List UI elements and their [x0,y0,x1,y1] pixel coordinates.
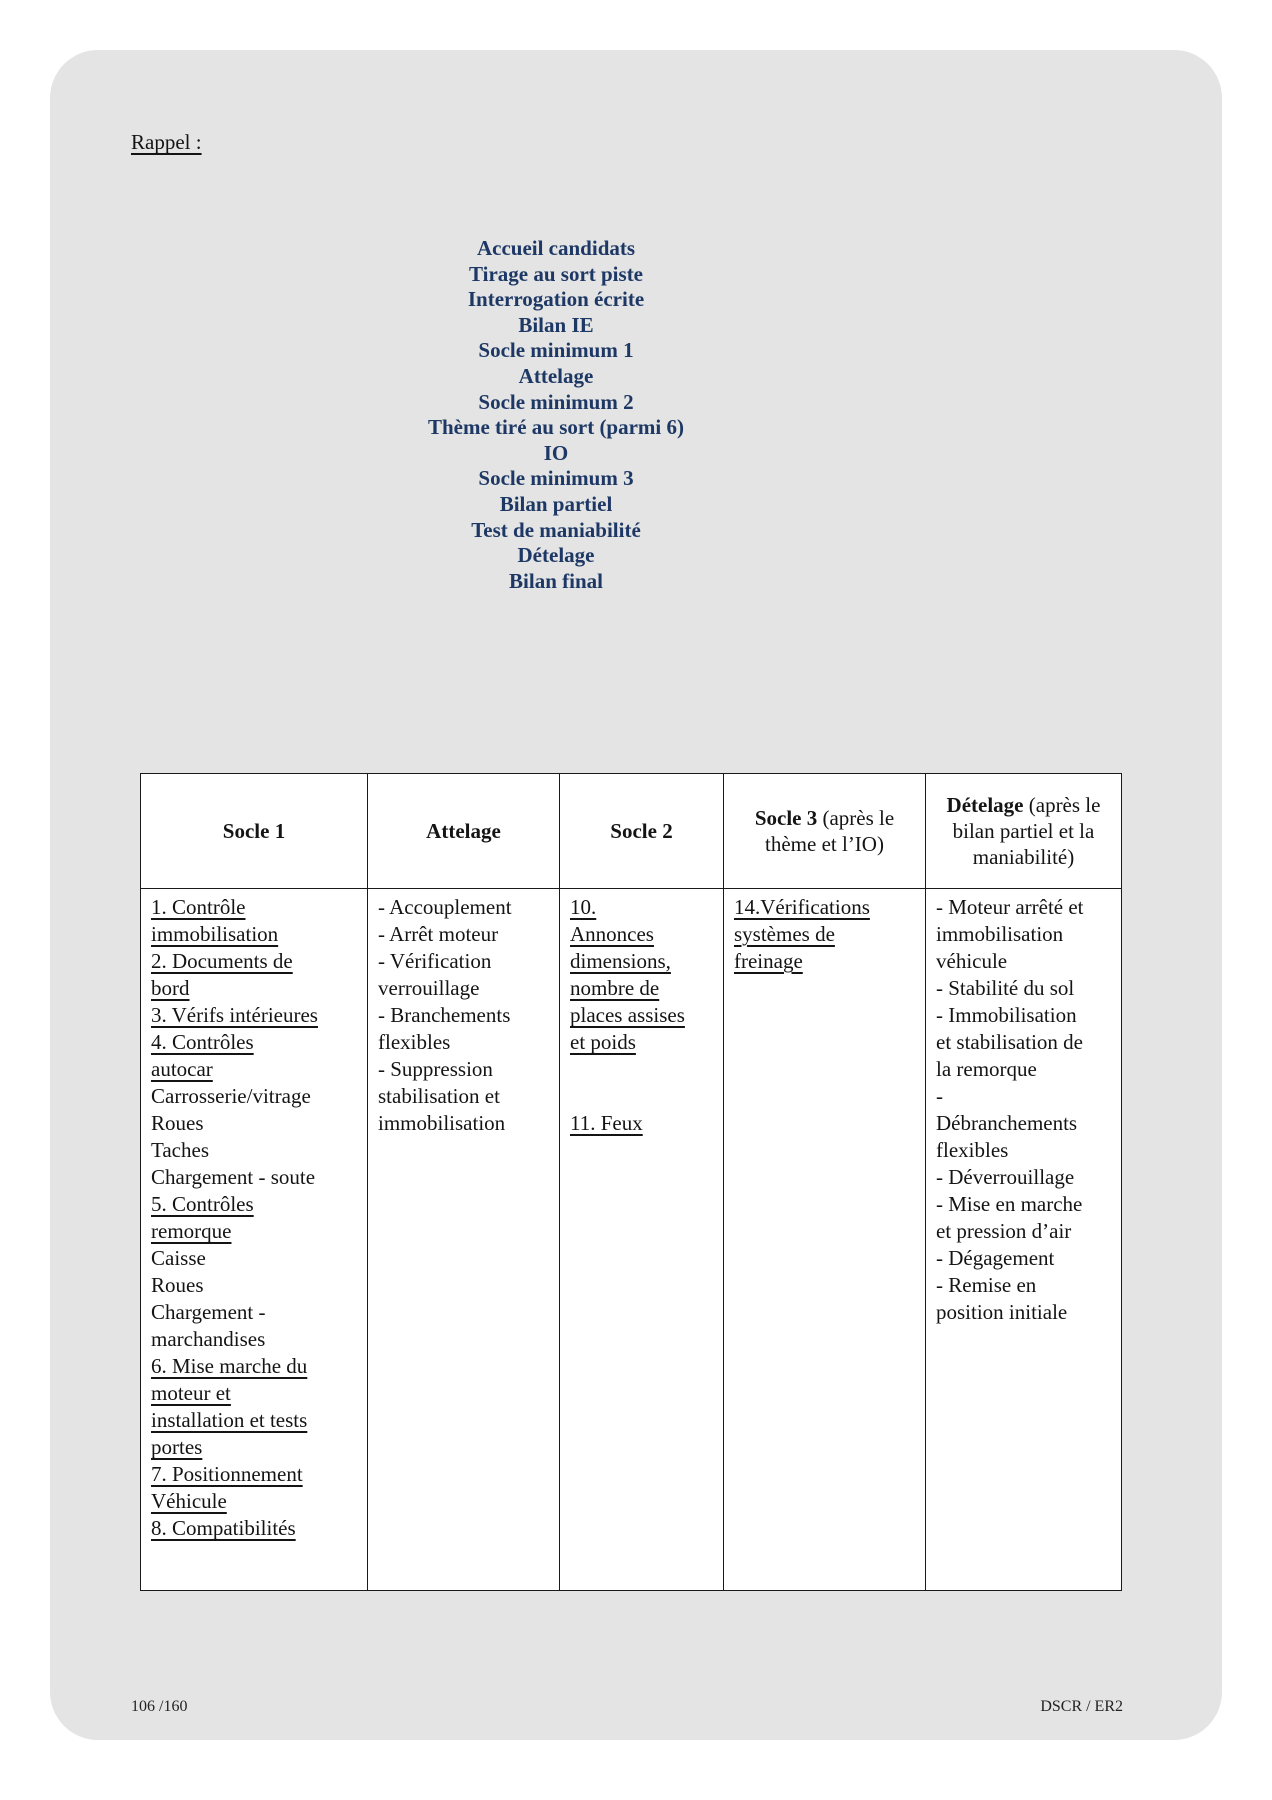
cell-line: - Suppression [378,1057,493,1081]
cell-line: 7. Positionnement [151,1462,303,1486]
table-cell-detelage [926,889,1122,1591]
column-header-title: Attelage [426,819,501,843]
cell-line: véhicule [936,949,1008,973]
cell-line: immobilisation [936,922,1064,946]
cell-line: Carrosserie/vitrage [151,1084,311,1108]
cell-line: marchandises [151,1327,266,1351]
sequence-item: Bilan partiel [499,491,613,516]
cell-line: bord [151,976,190,1000]
cell-line: flexibles [936,1138,1009,1162]
cell-line: immobilisation [151,922,279,946]
cell-line: freinage [734,949,803,973]
cell-line: Chargement - soute [151,1165,316,1189]
cell-line: - [936,1084,943,1108]
cell-line: installation et tests [151,1408,308,1432]
column-header-subtitle: (après le bilan partiel et la maniabilité) [952,793,1101,869]
cell-line: autocar [151,1057,213,1081]
cell-line: - Arrêt moteur [378,922,499,946]
cell-line: Débranchements [936,1111,1078,1135]
cell-line: - Branchements [378,1003,511,1027]
sequence-item: Test de maniabilité [471,517,641,542]
column-header-title: Dételage [946,793,1024,817]
cell-line: immobilisation [378,1111,506,1135]
column-header-title: Socle 3 [754,806,818,830]
column-header [926,774,1122,889]
cell-line: 5. Contrôles [151,1192,254,1216]
table-header-row [141,774,1122,889]
cell-line: - Dégagement [936,1246,1055,1270]
exam-sequence-list [131,236,981,594]
cell-line: places assises [570,1003,685,1027]
cell-line: la remorque [936,1057,1037,1081]
cell-line: - Déverrouillage [936,1165,1075,1189]
sequence-item: IO [543,440,569,465]
cell-line: 8. Compatibilités [151,1516,296,1540]
cell-line: moteur et [151,1381,231,1405]
sequence-item: Socle minimum 1 [478,338,634,363]
cell-line: Chargement - [151,1300,266,1324]
cell-line: 14.Vérifications [734,895,870,919]
cell-line: 4. Contrôles [151,1030,254,1054]
sequence-item: Dételage [517,543,595,568]
cell-line [570,1083,715,1110]
cell-line: Véhicule [151,1489,227,1513]
cell-line: portes [151,1435,203,1459]
cell-line: 3. Vérifs intérieures [151,1003,318,1027]
cell-line: - Vérification [378,949,492,973]
cell-line: remorque [151,1219,232,1243]
cell-line: 6. Mise marche du [151,1354,308,1378]
sequence-item: Thème tiré au sort (parmi 6) [427,415,685,440]
sequence-item: Tirage au sort piste [468,261,644,286]
page-number: 106 /160 [131,1698,188,1715]
cell-line: systèmes de [734,922,835,946]
cell-line: dimensions, [570,949,671,973]
cell-line: et stabilisation de [936,1030,1083,1054]
column-header-title: Socle 1 [222,819,286,843]
exam-table [140,773,1122,1591]
cell-line: Annonces [570,922,654,946]
cell-line: nombre de [570,976,660,1000]
cell-line: 11. Feux [570,1111,643,1135]
column-header [141,774,368,889]
cell-line: Caisse [151,1246,206,1270]
column-header-subtitle: (après le thème et l’IO) [765,806,895,856]
cell-line: 1. Contrôle [151,895,246,919]
cell-line: Roues [151,1111,204,1135]
sequence-item: Accueil candidats [476,236,636,260]
column-header-title: Socle 2 [610,819,673,843]
sequence-item: Attelage [518,363,594,388]
cell-line: Taches [151,1138,209,1162]
sequence-item: Socle minimum 3 [478,466,634,491]
cell-line: stabilisation et [378,1084,500,1108]
table-cell-attelage [368,889,560,1591]
cell-line: 2. Documents de [151,949,293,973]
cell-line: - Stabilité du sol [936,976,1075,1000]
cell-line: et poids [570,1030,636,1054]
cell-line [570,1056,715,1083]
table-body-row [141,889,1122,1591]
doc-reference: DSCR / ER2 [1040,1698,1123,1715]
cell-line: - Remise en [936,1273,1037,1297]
column-header [724,774,926,889]
cell-line: verrouillage [378,976,480,1000]
cell-line: position initiale [936,1300,1068,1324]
cell-line: Roues [151,1273,204,1297]
document-page [50,50,1222,1740]
column-header [368,774,560,889]
sequence-item: Bilan IE [518,312,594,337]
table-cell-socle-1 [141,889,368,1591]
cell-line: et pression d’air [936,1219,1072,1243]
cell-line: - Mise en marche [936,1192,1083,1216]
sequence-item: Interrogation écrite [467,287,645,312]
rappel-heading: Rappel : [131,130,202,154]
table-cell-socle-2 [560,889,724,1591]
cell-line: flexibles [378,1030,451,1054]
column-header [560,774,724,889]
cell-line: 10. [570,895,597,919]
cell-line: - Accouplement [378,895,512,919]
sequence-item: Bilan final [509,568,603,593]
cell-line: - Moteur arrêté et [936,895,1084,919]
page-footer [131,1698,1123,1716]
cell-line: - Immobilisation [936,1003,1077,1027]
table-cell-socle-3 [724,889,926,1591]
sequence-item: Socle minimum 2 [478,389,634,414]
